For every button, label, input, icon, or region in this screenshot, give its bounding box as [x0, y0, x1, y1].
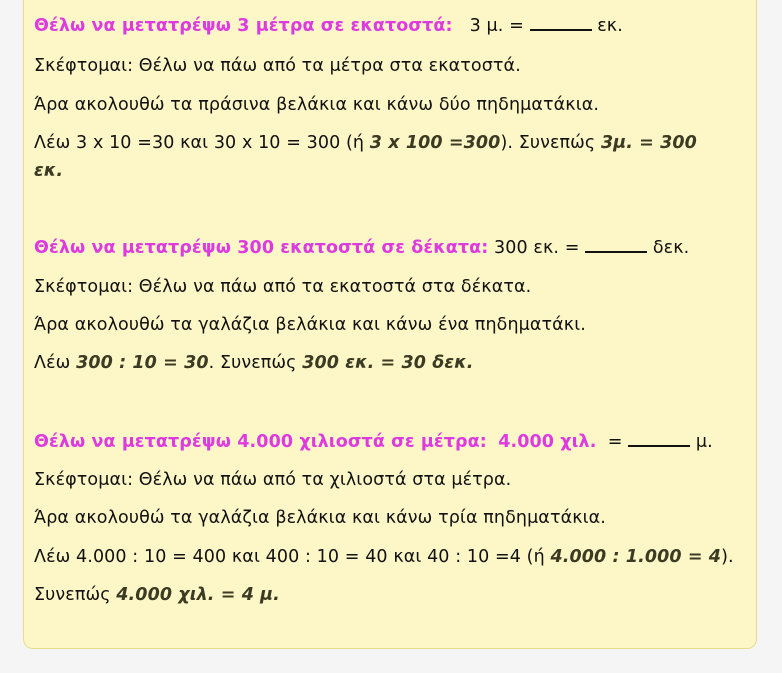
- section2-heading-line: [34, 237, 689, 258]
- section3-answer-prefix: Συνεπώς: [34, 585, 111, 605]
- section2-think: Σκέφτομαι: Θέλω να πάω από τα εκατοστά στα δέκατα.: [34, 277, 532, 297]
- section1-question-prefix: 3 μ. =: [469, 16, 524, 36]
- section3-answer: 4.000 χιλ. = 4 μ.: [116, 585, 280, 605]
- section1-calc-bold: 3 x 100 =300: [369, 133, 501, 153]
- section2-answer: 300 εκ. = 30 δεκ.: [302, 353, 474, 373]
- section2-question-prefix: 300 εκ. =: [494, 238, 580, 258]
- answer-blank: [530, 15, 592, 31]
- section3-heading: Θέλω να μετατρέψω 4.000 χιλιοστά σε μέτρα:: [34, 432, 487, 452]
- section2-steps: Άρα ακολουθώ τα γαλάζια βελάκια και κάνω ένα πηδηματάκι.: [34, 315, 586, 335]
- answer-blank: [628, 431, 690, 447]
- section3-calc: [34, 547, 734, 567]
- section2-calc-bold: 300 : 10 = 30: [76, 353, 209, 373]
- section2-calc-mid: . Συνεπώς: [208, 353, 297, 373]
- section2-calc-prefix: Λέω: [34, 353, 71, 373]
- section3-calc-text: Λέω 4.000 : 10 = 400 και 400 : 10 = 40 και 40 : 10 =4 (ή: [34, 547, 545, 567]
- section3-steps: Άρα ακολουθώ τα γαλάζια βελάκια και κάνω τρία πηδηματάκια.: [34, 508, 606, 528]
- section1-think: Σκέφτομαι: Θέλω να πάω από τα μέτρα στα εκατοστά.: [34, 56, 521, 76]
- section1-steps: Άρα ακολουθώ τα πράσινα βελάκια και κάνω δύο πηδηματάκια.: [34, 95, 600, 115]
- section1-question-suffix: εκ.: [597, 16, 623, 36]
- section3-calc-end: ).: [721, 547, 734, 567]
- section3-think: Σκέφτομαι: Θέλω να πάω από τα χιλιοστά στα μέτρα.: [34, 470, 512, 490]
- section3-heading-line: [34, 431, 713, 452]
- section3-answer-line: [34, 585, 280, 605]
- section3-question-suffix: μ.: [695, 432, 713, 452]
- section1-answer-b: εκ.: [34, 161, 64, 181]
- section2-heading: Θέλω να μετατρέψω 300 εκατοστά σε δέκατα:: [34, 238, 489, 258]
- section3-question-eq: =: [607, 432, 623, 452]
- section1-answer-b-line: [34, 161, 63, 181]
- section2-calc: [34, 353, 474, 373]
- section1-heading: Θέλω να μετατρέψω 3 μέτρα σε εκατοστά:: [34, 16, 453, 36]
- section1-calc: [34, 133, 697, 153]
- answer-blank: [585, 237, 647, 253]
- section3-calc-bold: 4.000 : 1.000 = 4: [550, 547, 722, 567]
- section3-question-bold: 4.000 χιλ.: [498, 432, 597, 452]
- section1-calc-text: Λέω 3 x 10 =30 και 30 x 10 = 300 (ή: [34, 133, 365, 153]
- section2-question-suffix: δεκ.: [652, 238, 690, 258]
- section1-answer-a: 3μ. = 300: [600, 133, 697, 153]
- section1-heading-line: [34, 15, 623, 36]
- section1-calc-mid: ). Συνεπώς: [500, 133, 596, 153]
